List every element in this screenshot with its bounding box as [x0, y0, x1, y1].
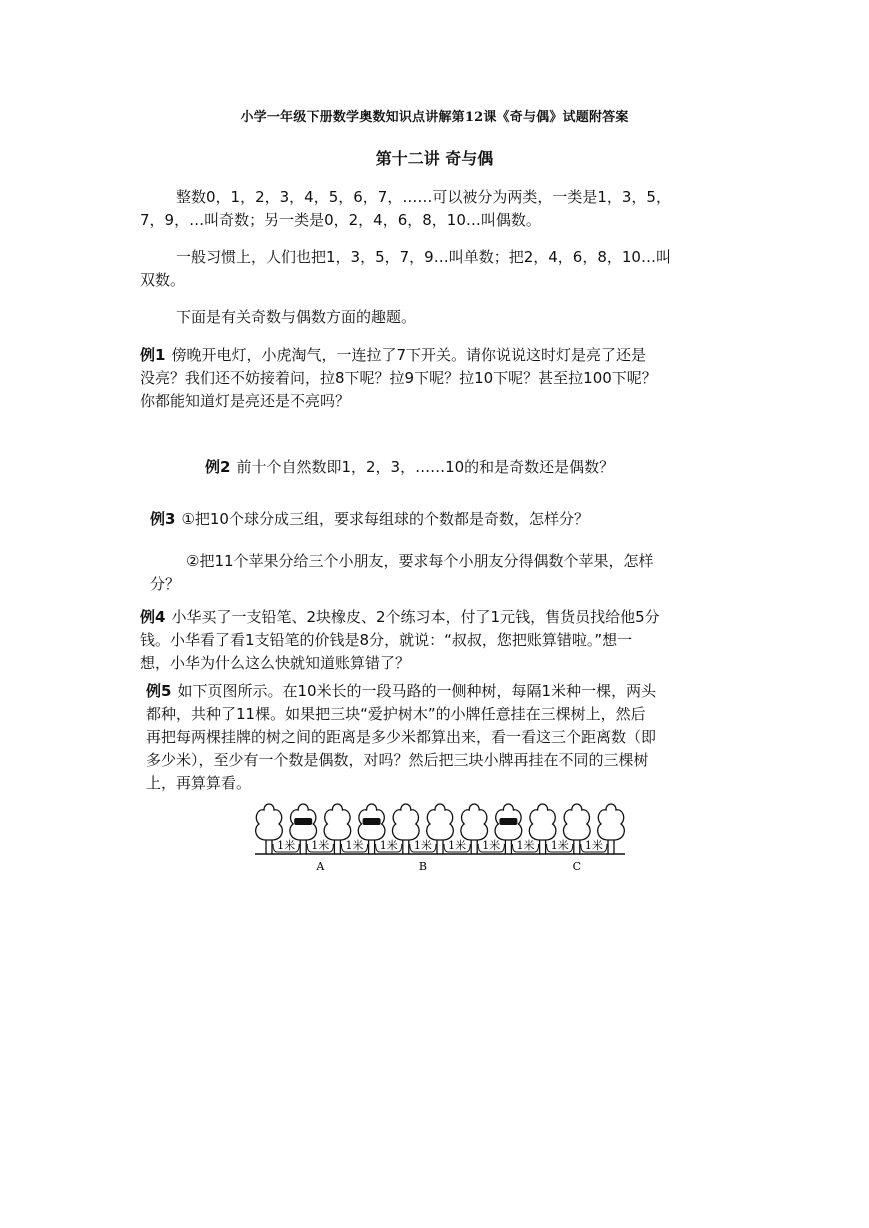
sign-board-icon	[499, 818, 517, 825]
example-label: 例4	[140, 608, 166, 626]
example-line: 分？	[150, 575, 181, 593]
example-line: 没亮？我们还不妨接着问，拉8下呢？拉9下呢？拉10下呢？甚至拉100下呢？	[140, 369, 657, 387]
intro-line: 双数。	[140, 271, 186, 289]
example-line: 再把每两棵挂牌的树之间的距离是多少米都算出来，看一看这三个距离数（即	[146, 728, 657, 746]
example-line: 小华买了一支铅笔、2块橡皮、2个练习本，付了1元钱，售货员找给他5分	[171, 608, 660, 626]
intro-paragraph-1	[140, 186, 671, 232]
example-4	[140, 606, 660, 675]
segment-label: 1米	[584, 839, 603, 852]
tree-row-figure	[255, 796, 625, 876]
tree-letter-label: B	[418, 860, 427, 873]
segment-label: 1米	[413, 839, 432, 852]
segment-label: 1米	[550, 839, 569, 852]
intro-paragraph-2	[140, 246, 671, 292]
tree-letter-label: C	[572, 860, 582, 873]
example-line: 想，小华为什么这么快就知道账算错了？	[140, 654, 411, 672]
segment-label: 1米	[482, 839, 501, 852]
segment-label: 1米	[345, 839, 364, 852]
example-line: 你都能知道灯是亮还是不亮吗？	[140, 392, 351, 410]
tree-letters-group	[315, 860, 581, 873]
example-line: 如下页图所示。在10米长的一段马路的一侧种树，每隔1米种一棵，两头	[177, 682, 657, 700]
lecture-title: 第十二讲 奇与偶	[375, 149, 494, 168]
intro-paragraph-3	[176, 306, 416, 329]
segment-label: 1米	[277, 839, 296, 852]
segment-label: 1米	[379, 839, 398, 852]
segment-label: 1米	[311, 839, 330, 852]
document-title: 小学一年级下册数学奥数知识点讲解第12课《奇与偶》试题附答案	[240, 110, 629, 125]
example-line: 钱。小华看了看1支铅笔的价钱是8分，就说：“叔叔，您把账算错啦。”想一	[140, 631, 633, 649]
segment-label: 1米	[448, 839, 467, 852]
example-label: 例1	[140, 346, 166, 364]
example-2	[205, 456, 614, 479]
sign-board-icon	[294, 818, 312, 825]
example-line: 上，再算算看。	[146, 774, 252, 792]
example-3-part-2	[150, 550, 654, 596]
example-label: 例3	[150, 510, 176, 528]
intro-line: 7，9，…叫奇数；另一类是0，2，4，6，8，10…叫偶数。	[140, 211, 541, 229]
example-3	[150, 508, 589, 531]
intro-line: 整数0，1，2，3，4，5，6，7，……可以被分为两类，一类是1，3，5，	[176, 188, 671, 206]
tree-letter-label: A	[316, 860, 325, 873]
intro-line: 一般习惯上，人们也把1，3，5，7，9…叫单数；把2，4，6，8，10…叫	[176, 248, 671, 266]
example-1	[140, 344, 657, 413]
intro-line: 下面是有关奇数与偶数方面的趣题。	[176, 308, 417, 326]
example-line: 都种，共种了11棵。如果把三块“爱护树木”的小牌任意挂在三棵树上，然后	[146, 705, 646, 723]
example-line: ①把10个球分成三组，要求每组球的个数都是奇数，怎样分？	[181, 510, 589, 528]
example-line: 多少米），至少有一个数是偶数，对吗？然后把三块小牌再挂在不同的三棵树	[146, 751, 649, 769]
example-line: 前十个自然数即1，2，3，……10的和是奇数还是偶数？	[236, 458, 615, 476]
example-line: 傍晚开电灯，小虎淘气，一连拉了7下开关。请你说说这时灯是亮了还是	[171, 346, 646, 364]
segment-label: 1米	[516, 839, 535, 852]
example-label: 例5	[146, 682, 172, 700]
sign-board-icon	[363, 818, 381, 825]
example-5	[146, 680, 656, 795]
example-line: ②把11个苹果分给三个小朋友，要求每个小朋友分得偶数个苹果，怎样	[186, 552, 654, 570]
example-label: 例2	[205, 458, 231, 476]
